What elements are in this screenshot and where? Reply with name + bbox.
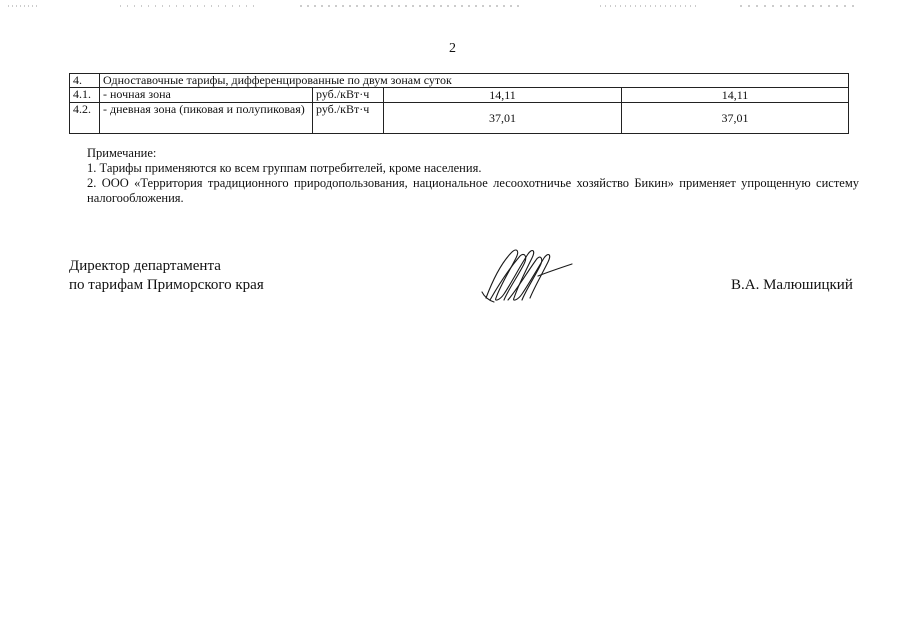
row-number: 4.1.	[70, 88, 100, 103]
row-number: 4.2.	[70, 103, 100, 134]
signer-name: В.А. Малюшицкий	[731, 277, 853, 293]
table-row	[70, 103, 849, 134]
notes-heading: Примечание:	[87, 146, 157, 160]
handwritten-signature	[478, 242, 578, 306]
row-unit: руб./кВт·ч	[313, 103, 384, 134]
row-name: - дневная зона (пиковая и полупиковая)	[100, 103, 313, 134]
section-number: 4.	[70, 74, 100, 88]
table-row	[70, 88, 849, 103]
notes-block	[87, 146, 859, 206]
row-value-1: 14,11	[384, 88, 622, 103]
note-item: 1. Тарифы применяются ко всем группам потребителей, кроме населения.	[87, 161, 482, 175]
signer-position	[69, 257, 264, 295]
row-value-2: 37,01	[622, 103, 849, 134]
tariff-table	[69, 73, 849, 134]
scan-artifact-line	[0, 4, 905, 8]
section-title: Одноставочные тарифы, дифференцированные по двум зонам суток	[100, 74, 849, 88]
row-name: - ночная зона	[100, 88, 313, 103]
note-item: 2. ООО «Территория традиционного природопользования, национальное лесоохотничье хозяйство Бикин» применяет упрощенную систему налогообложения.	[87, 176, 859, 205]
table-section-row	[70, 74, 849, 88]
row-unit: руб./кВт·ч	[313, 88, 384, 103]
signer-position-line: Директор департамента	[69, 258, 221, 274]
signer-position-line: по тарифам Приморского края	[69, 277, 264, 293]
row-value-1: 37,01	[384, 103, 622, 134]
row-value-2: 14,11	[622, 88, 849, 103]
page-number: 2	[449, 41, 456, 56]
